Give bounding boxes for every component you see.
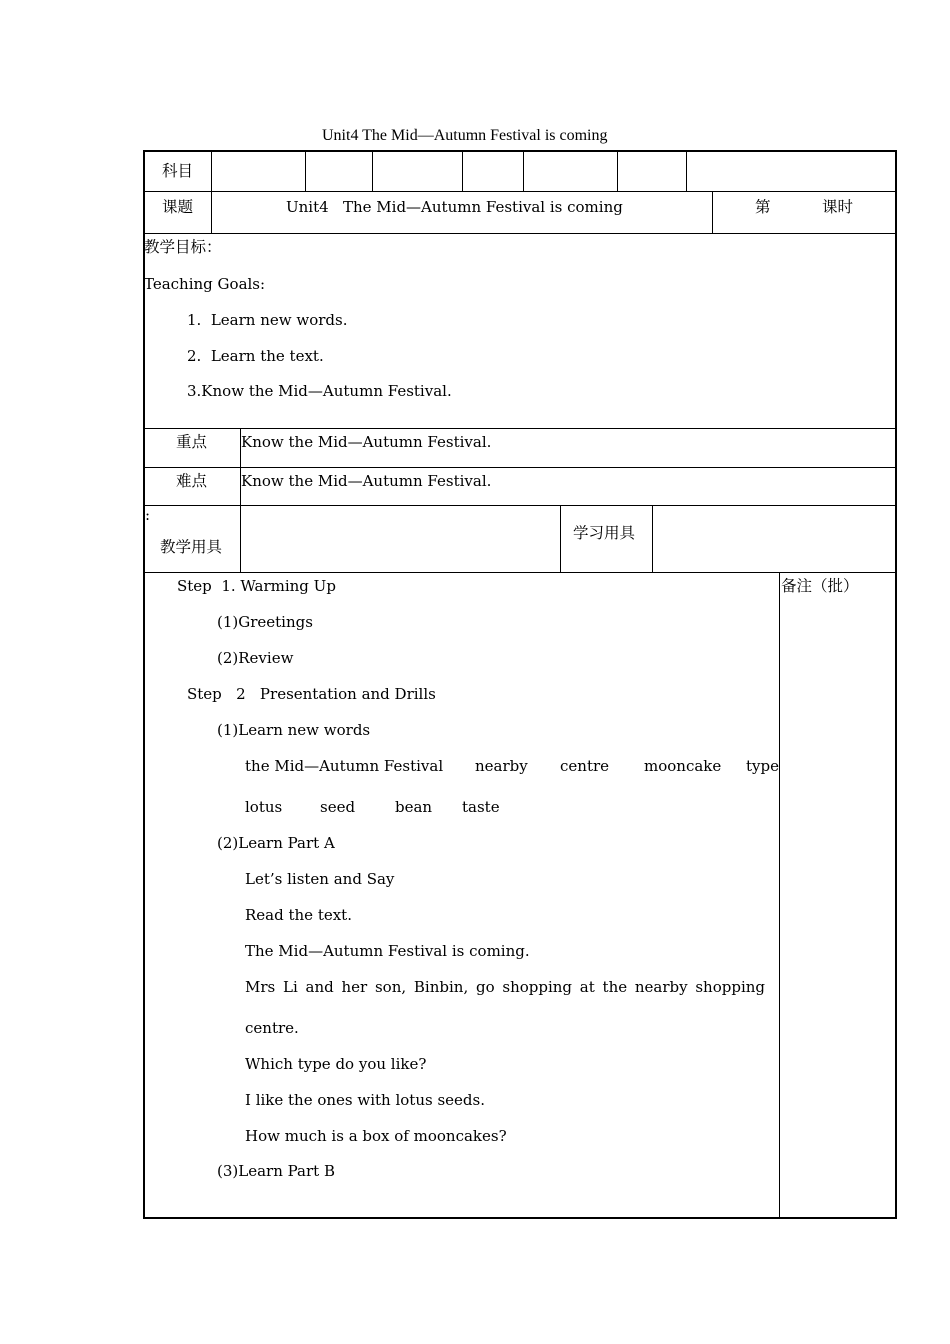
step-item: (1)Greetings [217, 613, 313, 631]
text-line: Which type do you like? [245, 1055, 427, 1073]
vocab-word: type [746, 757, 779, 775]
difficult-points-value: Know the Mid—Autumn Festival. [241, 472, 492, 490]
text-line: centre. [245, 1019, 299, 1037]
learning-tools-label: 学习用具 [573, 524, 636, 542]
remarks-label: 备注（批） [781, 577, 859, 595]
step-item: (1)Learn new words [217, 721, 371, 739]
vocab-word: taste [462, 798, 500, 816]
topic-label: 课题 [162, 198, 194, 216]
vocab-word: seed [320, 798, 356, 816]
step-1-heading: Step 1. Warming Up [177, 577, 336, 595]
key-points-value: Know the Mid—Autumn Festival. [241, 433, 492, 451]
text-line: Let’s listen and Say [245, 870, 395, 888]
goal-item: 1. Learn new words. [187, 311, 348, 329]
difficult-points-label: 难点 [176, 472, 208, 490]
vocab-word: bean [395, 798, 433, 816]
goals-label: 教学目标： [144, 238, 222, 256]
text-line: Mrs Li and her son, Binbin, go shopping at the nearby shopping [245, 978, 766, 996]
vocab-word: the Mid—Autumn Festival [245, 757, 444, 775]
text-line: Read the text. [245, 906, 352, 924]
lesson-period-label: 课时 [822, 198, 854, 216]
vocab-word: centre [560, 757, 610, 775]
step-item: (3)Learn Part B [217, 1162, 335, 1180]
text-line: How much is a box of mooncakes? [245, 1127, 507, 1145]
step-item: (2)Review [217, 649, 294, 667]
lesson-number-label: 第 [755, 198, 771, 216]
step-2-heading: Step 2 Presentation and Drills [187, 685, 436, 703]
goal-item: 3.Know the Mid—Autumn Festival. [187, 382, 452, 400]
text-line: The Mid—Autumn Festival is coming. [245, 942, 530, 960]
subject-label: 科目 [162, 162, 194, 180]
vocab-word: lotus [245, 798, 283, 816]
text-line: I like the ones with lotus seeds. [245, 1091, 485, 1109]
page-title: Unit4 The Mid—Autumn Festival is coming [322, 127, 608, 144]
vocab-word: mooncake [644, 757, 722, 775]
teaching-tools-label: 教学用具 [160, 538, 223, 556]
topic-value: Unit4 The Mid—Autumn Festival is coming [286, 198, 623, 216]
goals-heading: Teaching Goals: [144, 275, 266, 293]
tools-colon: : [145, 506, 151, 524]
vocab-word: nearby [475, 757, 528, 775]
step-item: (2)Learn Part A [217, 834, 335, 852]
goal-item: 2. Learn the text. [187, 347, 324, 365]
key-points-label: 重点 [176, 433, 208, 451]
